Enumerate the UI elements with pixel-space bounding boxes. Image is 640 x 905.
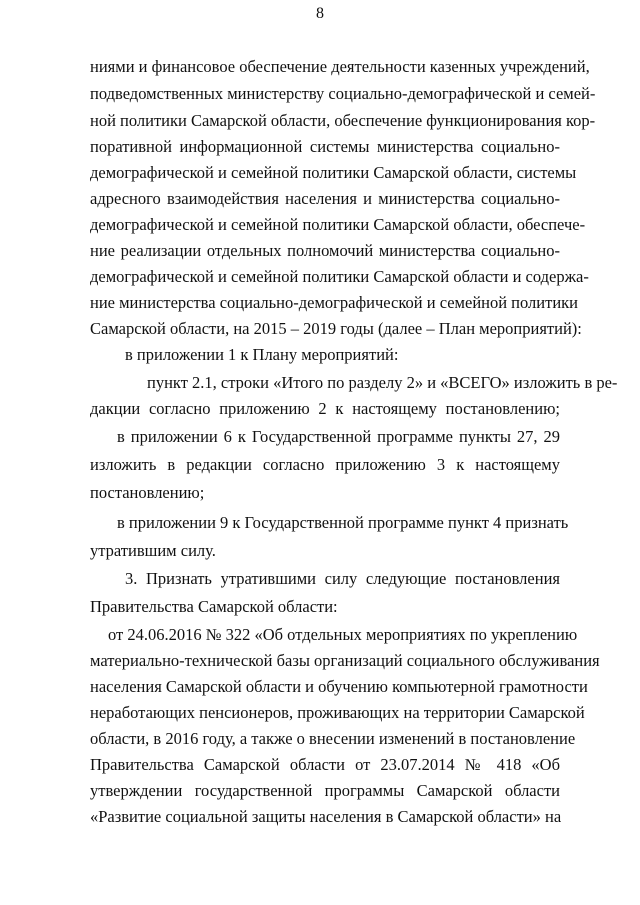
text-line: «Развитие социальной защиты населения в Самарской области» на [90, 807, 562, 826]
text-line: неработающих пенсионеров, проживающих на территории Самарской [90, 703, 585, 722]
text-line: материально-технической базы организаций социального обслуживания [90, 651, 600, 670]
text-line: в приложении 9 к Государственной программе пункт 4 признать [117, 513, 569, 532]
text-line: Правительства Самарской области от 23.07.2014 № 418 «Об [90, 755, 560, 774]
text-line: области, в 2016 году, а также о внесении изменений в постановление [90, 729, 576, 748]
text-line: дакции согласно приложению 2 к настоящему постановлению; [90, 399, 560, 418]
text-line: ниями и финансовое обеспечение деятельности казенных учреждений, [90, 57, 590, 76]
text-line: демографической и семейной политики Самарской области, обеспече- [90, 215, 586, 234]
text-line: ние реализации отдельных полномочий министерства социально- [90, 241, 560, 260]
text-line: пункт 2.1, строки «Итого по разделу 2» и «ВСЕГО» изложить в ре- [147, 373, 618, 392]
text-line: в приложении 1 к Плану мероприятий: [125, 345, 399, 364]
text-line: 3. Признать утратившими силу следующие постановления [125, 569, 560, 588]
text-line: Самарской области, на 2015 – 2019 годы (далее – План мероприятий): [90, 319, 582, 338]
text-line: демографической и семейной политики Самарской области и содержа- [90, 267, 589, 286]
text-line: утратившим силу. [90, 541, 216, 560]
text-line: демографической и семейной политики Самарской области, системы [90, 163, 577, 182]
text-line: утверждении государственной программы Самарской области [90, 781, 560, 800]
text-line: изложить в редакции согласно приложению 3 к настоящему [90, 455, 560, 474]
text-line: ной политики Самарской области, обеспечение функционирования кор- [90, 111, 596, 130]
text-line: ние министерства социально-демографической и семейной политики [90, 293, 578, 312]
text-line: поративной информационной системы министерства социально- [90, 137, 560, 156]
text-line: в приложении 6 к Государственной программе пункты 27, 29 [117, 427, 560, 446]
text-line: населения Самарской области и обучению компьютерной грамотности [90, 677, 588, 696]
text-line: Правительства Самарской области: [90, 597, 338, 616]
text-line: подведомственных министерству социально-демографической и семей- [90, 84, 596, 103]
text-line: адресного взаимодействия населения и министерства социально- [90, 189, 560, 208]
text-line: от 24.06.2016 № 322 «Об отдельных мероприятиях по укреплению [108, 625, 578, 644]
page-number: 8 [316, 5, 324, 22]
text-line: постановлению; [90, 483, 205, 502]
